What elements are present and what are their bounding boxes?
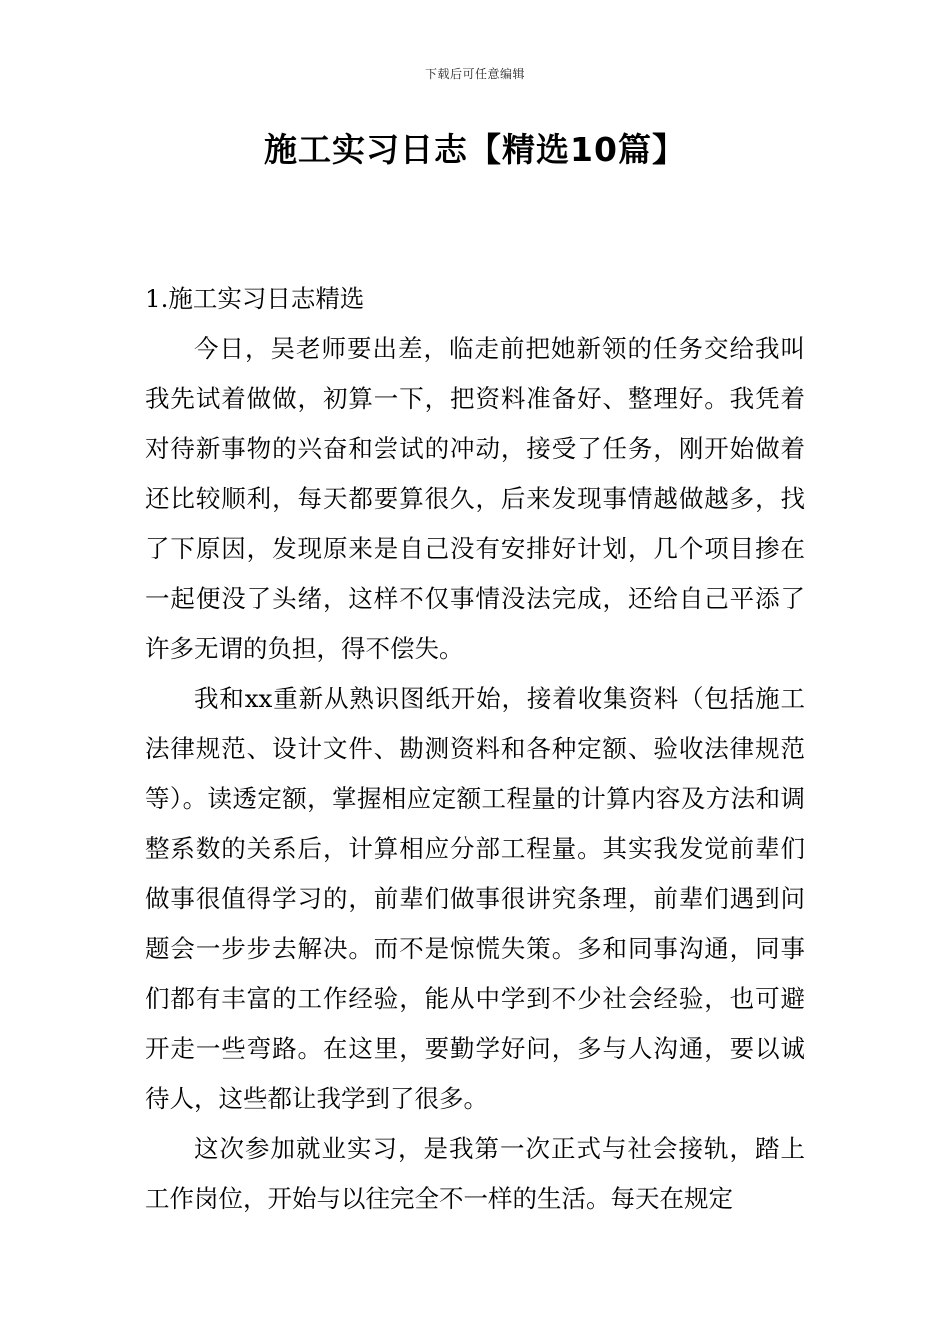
document-body	[145, 274, 805, 1224]
paragraph-1: 今日，吴老师要出差，临走前把她新领的任务交给我叫我先试着做做，初算一下，把资料准备好、整理好。我凭着对待新事物的兴奋和尝试的冲动，接受了任务，刚开始做着还比较顺利，每天都要算很久，后来发现事情越做越多，找了下原因，发现原来是自己没有安排好计划，几个项目掺在一起便没了头绪，这样不仅事情没法完成，还给自己平添了许多无谓的负担，得不偿失。	[145, 334, 805, 663]
paragraph-2: 我和xx重新从熟识图纸开始，接着收集资料（包括施工法律规范、设计文件、勘测资料和各种定额、验收法律规范等）。读透定额，掌握相应定额工程量的计算内容及方法和调整系数的关系后，计算相应分部工程量。其实我发觉前辈们做事很值得学习的，前辈们做事很讲究条理，前辈们遇到问题会一步步去解决。而不是惊慌失策。多和同事沟通，同事们都有丰富的工作经验，能从中学到不少社会经验，也可避开走一些弯路。在这里，要勤学好问，多与人沟通，要以诚待人，这些都让我学到了很多。	[145, 684, 805, 1113]
header-note: 下载后可任意编辑	[424, 67, 525, 81]
section-heading: 1.施工实习日志精选	[145, 284, 365, 313]
paragraph-3: 这次参加就业实习，是我第一次正式与社会接轨，踏上工作岗位，开始与以往完全不一样的生活。每天在规定	[145, 1134, 805, 1213]
document-title: 施工实习日志【精选10篇】	[264, 130, 686, 169]
